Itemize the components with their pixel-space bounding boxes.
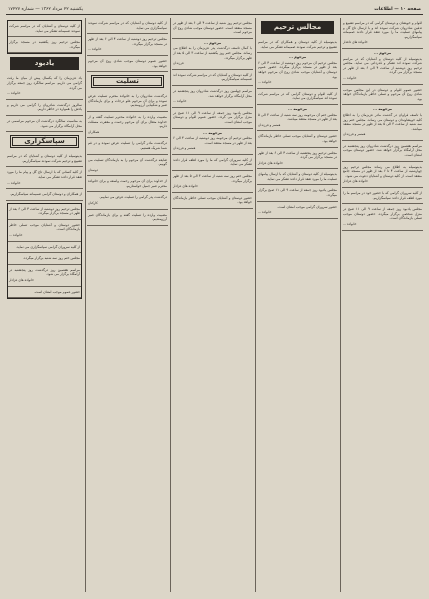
notice-body: به مناسبت سالگرد درگذشت آن مرحوم مراسمی در محل آرامگاه برگزار می شود.: [7, 118, 82, 128]
boxed-notice: [7, 20, 82, 54]
column-3: [172, 18, 253, 592]
notice: [87, 56, 168, 72]
notice-body: از کلیه سروران گرامی که ما را مورد لطف قرار دادند تشکر می نماید.: [173, 157, 252, 167]
notice: [172, 129, 253, 155]
notice-signature: دوستان: [88, 167, 98, 172]
column-4-bottom-notices: [87, 91, 168, 226]
notice: [342, 162, 423, 188]
notice-signature: خانواده ...: [7, 180, 21, 185]
notice-body: مجلس ترحیم روز یکشنبه در مسجد برگزار میگردد.: [9, 40, 80, 49]
notice-body: بدینوسیله از کلیه دوستان و آشنایان که در مراسم تشییع و ترحیم شرکت نمودند سپاسگزاریم.: [7, 154, 82, 163]
column-2: [257, 18, 338, 592]
notice-signature: خانواده های داغدار: [343, 40, 368, 45]
notice: [6, 189, 83, 201]
notice-body: حضور عموم موجب امتنان است.: [33, 289, 80, 294]
notice-title: مرحوم ...: [288, 55, 307, 60]
notice: [257, 202, 338, 219]
notice-body: حضور دوستان و آشنایان موجب تسلی خاطر بازماندگان خواهد بود.: [173, 195, 252, 205]
notice-body: از کلیه کسانی که با ارسال تاج گل و پیام ما را مورد تفقد قرار دادند تشکر می نماید.: [7, 170, 82, 179]
column-4: [87, 18, 168, 592]
notice: [172, 108, 253, 129]
notice-signature: همسر و فرزندان: [173, 146, 196, 151]
notice-body: مجلس ختم آن مرحومه روز سه شنبه از ساعت ۳ الی ۵ بعد از ظهر در مسجد منعقد میباشد.: [258, 112, 337, 122]
notice: [342, 188, 423, 204]
notice-body: مجلس ترحیم روز دوشنبه از ساعت ۴ الی ۶ بعد از ظهر در مسجد برگزار میگردد.: [88, 37, 167, 46]
notice: [6, 167, 83, 189]
notice-signature: همکاران: [88, 129, 100, 134]
notice: [342, 105, 423, 141]
notice-signature: فرزندان: [173, 61, 184, 66]
notice-body: سالروز درگذشت شادروان را گرامی می داریم و یادش را همواره در خاطر داریم.: [7, 102, 82, 112]
gratitude-section-heading: سپاسگزاری: [10, 135, 79, 148]
notice: [8, 242, 81, 254]
notice-signature: خانواده ...: [9, 233, 23, 238]
notice-body: اقوام و خویشان و دوستان گرامی که در مراسم تشییع و تدفین شادروان شرکت نموده اند و با ارسال تاج گل و پیامهای تسلیت ما را مورد تفقد قرار دادند صمیمانه سپاسگزاریم.: [343, 21, 422, 39]
notice: [172, 193, 253, 209]
notice-signature: خانواده ...: [343, 75, 357, 80]
notice-signature: خانواده های عزادار: [173, 184, 199, 189]
notice-body: با تاسف فراوان در گذشت مادر عزیزمان را به اطلاع کلیه خویشاوندان و دوستان می رساند. مجلس ختم روز سه شنبه از ساعت ۳ الی ۵ بعد از ظهر در مسجد منعقد میباشد.: [343, 112, 423, 131]
notice: [87, 192, 168, 209]
notice: [172, 18, 253, 39]
notice-title: مرحوم ...: [373, 50, 392, 55]
column-2-notices: [257, 37, 338, 219]
notice-body: از کلیه دوستان و آشنایان که در مراسم شرکت نموده اند صمیمانه سپاسگزاریم.: [173, 72, 252, 82]
notice: [87, 18, 168, 34]
notice-body: مجلس ترحیم روز شنبه از ساعت ۴ الی ۶ بعد از ظهر در مسجد منعقد است. حضور دوستان موجب شادی روح آن مرحوم است.: [173, 21, 252, 35]
gratitude-notices: [6, 151, 83, 201]
notice: [87, 34, 168, 56]
notice-body: مجلس ختم روز سه شنبه برگزار میگردد.: [22, 256, 80, 261]
notice: [257, 53, 338, 89]
notice-signature: خانواده ...: [7, 91, 21, 96]
notice-body: حضور عموم دوستان موجب شادی روح آن مرحوم خواهد بود.: [88, 58, 167, 68]
notice: [257, 131, 338, 147]
notice-body: مجلس ختم روز سه شنبه از ساعت ۳ الی ۵ بعد از ظهر برگزار میگردد.: [173, 174, 253, 183]
notice: [8, 253, 81, 265]
notice-body: مجلس ترحیم آن مرحومه روز دوشنبه از ساعت ۴ الی ۶ بعد از ظهر در مسجد منعقد است.: [173, 136, 252, 145]
notice: [342, 49, 423, 85]
notice: [172, 39, 253, 70]
notice-body: درگذشت پدر گرامی را تسلیت عرض می نماییم.: [99, 195, 167, 200]
notice-body: بدینوسیله از کلیه دوستان و آشنایان که با ارسال پیامهای تسلیت ما را مورد تفقد قرار دادند تشکر می نماید.: [258, 172, 337, 181]
notice: [8, 204, 81, 220]
notice-body: مراسم هفتمین روز درگذشت شادروان روز پنجشنبه در محل آرامگاه برگزار خواهد شد. حضور دوستان موجب امتنان است.: [343, 143, 422, 158]
notice-body: حضور عموم اقوام و دوستان در این مجلس موجب شادی روح آن مرحوم و تسلی خاطر بازماندگان خواهد بود.: [343, 87, 422, 101]
notice-body: مجلس ترحیم روز پنجشنبه از ساعت ۴ الی ۶ بعد از ظهر در مسجد برگزار می گردد.: [258, 150, 337, 160]
notice: [8, 287, 81, 299]
notice: [87, 155, 168, 177]
notice: [257, 185, 338, 201]
notice: [87, 91, 168, 112]
notice: [257, 169, 338, 185]
column-rule: [255, 18, 256, 592]
notice-signature: خانواده های عزادار: [9, 278, 35, 283]
notice-signature: کارکنان: [88, 201, 98, 206]
notice-signature: خانواده ...: [258, 210, 272, 215]
notice-body: درگذشت شادروان را به خانواده محترم تسلیت عرض نموده و برای آن مرحوم علو درجات و برای بازماندگان صبر و شکیبایی آرزومندیم.: [88, 94, 167, 108]
notice-signature: خانواده های عزادار: [258, 160, 284, 165]
notice: [8, 220, 81, 242]
notice: [87, 138, 168, 154]
notice-body: مجلس یادبود روز جمعه از ساعت ۹ الی ۱۱ صبح در منزل شخصی برگزار میگردد. حضور دوستان موجب تسلی بازماندگان است.: [343, 207, 422, 221]
notice: [172, 155, 253, 171]
notice-body: حضور دوستان و آشنایان موجب تسلی خاطر بازماندگان خواهد بود.: [258, 134, 337, 143]
notice: [257, 89, 338, 105]
notice: [172, 171, 253, 193]
notice-body: بدینوسیله به اطلاع می رساند مجلس ترحیم روز چهارشنبه از ساعت ۴ تا ۶ بعد از ظهر در مسجد جامع منعقد است. از کلیه دوستان و آشنایان دعوت می شود.: [343, 164, 422, 178]
notice-body: مجلس ترحیم روز دوشنبه از ساعت ۴ الی ۶ بعد از ظهر در مسجد برگزار میگردد.: [9, 206, 80, 216]
page-header: [6, 5, 423, 15]
notice: [342, 141, 423, 162]
notice-body: یاد عزیزمان را که یکسال پیش از میان ما رفت گرامی می داریم. مراسم سالگرد روز جمعه برگزار می گردد.: [7, 76, 82, 90]
memorial-section-heading: مجالس ترحیم: [261, 21, 334, 34]
page-number-label: صفحه ۱۰ — اطلاعات: [374, 7, 421, 12]
notice: [257, 148, 338, 170]
notice: [342, 18, 423, 49]
column-1: [342, 18, 423, 592]
notice: [257, 37, 338, 53]
notice-body: مراسم چهلمین روز درگذشت شادروان روز پنجشنبه در محل آرامگاه برگزار خواهد شد.: [173, 88, 252, 98]
column-4-top-notices: [87, 18, 168, 72]
notice: [6, 100, 83, 116]
notice-signature: خانواده ...: [343, 222, 357, 226]
notice-signature: خانواده ...: [173, 99, 187, 104]
notice-title: مرحومه ...: [202, 130, 223, 135]
notice: [87, 210, 168, 226]
notice-body: از کلیه دوستان و آشنایان که در مراسم شرکت نمودند سپاسگزاری می نماید.: [88, 21, 167, 30]
notice-signature: خانواده ...: [258, 80, 272, 85]
notice-body: ضایعه درگذشت آن مرحوم را به بازماندگان تسلیت می گوییم.: [88, 157, 167, 167]
condolence-section-heading: تسلیت: [91, 75, 164, 88]
notice-body: از کلیه سروران گرامی سپاسگزاری می نماید.: [15, 244, 80, 249]
column-rule: [85, 18, 86, 592]
notice-body: از کلیه دوستان و آشنایان که در مراسم شرکت نمودند صمیمانه تشکر می نماید.: [9, 24, 80, 33]
boxed-notice: [7, 203, 82, 300]
notice-body: مجلس یادبود روز جمعه از ساعت ۹ الی ۱۱ صبح برگزار میگردد.: [258, 188, 337, 198]
notice-body: مراسم هفتمین روز درگذشت روز پنجشنبه در آرامگاه برگزار می شود.: [9, 267, 80, 277]
notice-body: بدینوسیله از کلیه دوستان و آشنایان که در مراسم شرکت نموده اند تشکر و قدردانی می نماید. مجلس ترحیم روز دوشنبه از ساعت ۴ الی ۶ بعد از ظهر در مسجد برگزار می گردد.: [343, 56, 422, 75]
notice: [87, 112, 168, 138]
notice: [172, 86, 253, 108]
notice-body: مصیبت وارده را به خانواده محترم تسلیت گفته و از خداوند متعال برای آن مرحوم رحمت و مغفرت مسئلت داریم.: [88, 114, 167, 129]
notice-body: از کلیه اقوام و دوستان گرامی که در مراسم شرکت نموده اند سپاسگزاری می نماید.: [258, 91, 337, 101]
column-5: [6, 18, 83, 592]
notice-body: مجلس یادبود روز جمعه از ساعت ۹ الی ۱۱ صبح در منزل برگزار می گردد. حضور عموم اقوام و دوستان موجب امتنان است.: [173, 110, 252, 124]
notice-title: مرحوم ...: [203, 40, 222, 45]
notice-signature: خانواده ...: [88, 47, 102, 52]
notice-body: از خداوند برای آن مرحوم رحمت واسعه و برای خانواده محترم صبر جمیل خواستاریم.: [88, 179, 167, 188]
remembrance-notices: [6, 73, 83, 132]
column-rule: [170, 18, 171, 592]
notice: [6, 151, 83, 167]
notice: [87, 176, 168, 192]
issue-date-label: یکشنبه ۲۲ مرداد ۱۳۶۲ — شماره ۱۷۲۲۷: [8, 7, 84, 12]
notice: [342, 85, 423, 106]
notice-body: حضور سروران گرامی موجب امتنان است.: [277, 204, 337, 209]
notice: [8, 21, 81, 37]
notice-title: مرحومه ...: [372, 107, 393, 112]
notice: [8, 265, 81, 287]
notice: [172, 70, 253, 86]
notice-body: بدینوسیله از کلیه دوستان و همکاران که در مراسم تشییع و ترحیم شرکت نمودند صمیمانه تشکر می نماید.: [258, 40, 337, 49]
notice-body: با کمال تاسف درگذشت پدر عزیزمان را به اطلاع می رساند. مجلس ختم روز یکشنبه از ساعت ۳ الی ۵ بعد از ظهر برگزار میگردد.: [173, 46, 252, 60]
notice-signature: همسر و فرزندان: [258, 122, 281, 127]
notice-body: مصیبت وارده را تسلیت گفته و برای بازماندگان صبر آرزومندیم.: [88, 212, 167, 222]
notice-signature: همسر و فرزندان: [343, 132, 366, 137]
remembrance-section-heading: یادبود: [10, 57, 79, 70]
notice: [6, 116, 83, 132]
notice-body: مجلس ترحیم آن مرحوم روز دوشنبه از ساعت ۴ الی ۶ بعد از ظهر در مسجد برگزار میگردد. حضور عموم دوستان و آشنایان موجب شادی روح آن مرحوم خواهد بود.: [258, 60, 337, 79]
notice-body: از کلیه سروران گرامی که با حضور خود در مراسم ما را مورد لطف قرار دادند سپاسگزاریم.: [343, 191, 422, 200]
notice: [6, 73, 83, 99]
notice: [257, 105, 338, 131]
notice-body: درگذشت مادر گرامی را تسلیت عرض نموده و در غم شما شریک هستیم.: [88, 141, 167, 150]
notice: [8, 37, 81, 53]
notice-signature: خانواده های عزادار: [343, 179, 369, 184]
notice-body: حضور دوستان و آشنایان موجب تسلی خاطر بازماندگان است.: [9, 222, 80, 232]
notice-title: مرحومه ...: [287, 106, 308, 111]
notice: [342, 204, 423, 230]
column-rule: [340, 18, 341, 592]
notice-body: از همکاران و دوستان گرامی صمیمانه سپاسگزاریم.: [10, 192, 82, 197]
